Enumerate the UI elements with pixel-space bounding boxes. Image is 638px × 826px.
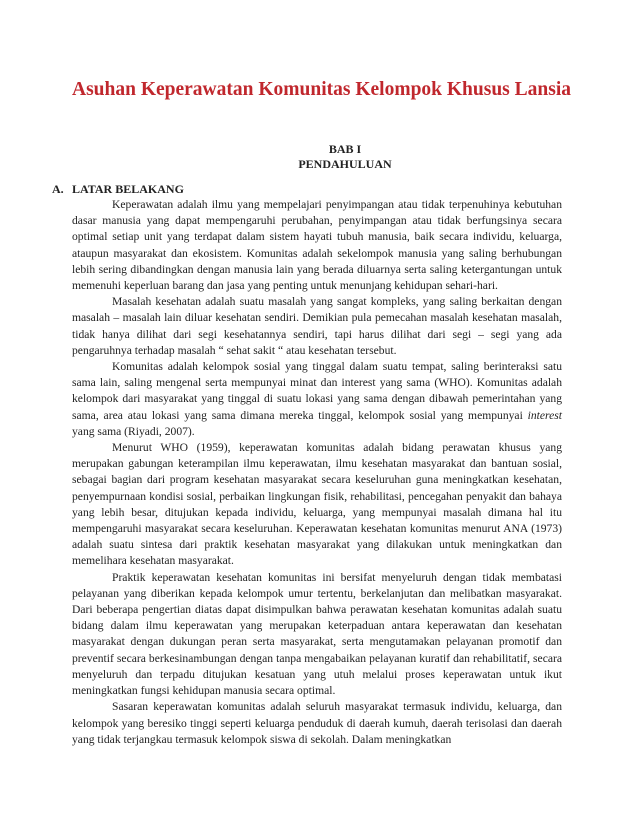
section-letter: A. — [52, 182, 64, 196]
paragraph-6: Sasaran keperawatan komunitas adalah seluruh masyarakat termasuk individu, keluarga, dan kelompok yang beresiko tinggi seperti keluarga penduduk di daerah kumuh, daerah terisolasi dan daerah yang tidak terjangkau termasuk kelompok siswa di sekolah. Dalam meningkatkan — [72, 700, 562, 746]
chapter-number: BAB I — [328, 142, 362, 156]
paragraph-5: Praktik keperawatan kesehatan komunitas ini bersifat menyeluruh dengan tidak membatasi pelayanan yang diberikan kepada kelompok umur tertentu, berkelanjutan dan melibatkan masyarakat. Dari beberapa pengertian diatas dapat disimpulkan bahwa perawatan kesehatan komunitas adalah suatu bidang dalam ilmu keperawatan yang merupakan keterpaduan antara keperawatan dan kesehatan masyarakat dengan dukungan peran serta masyarakat, serta mengutamakan pelayanan promotif dan preventif secara berkesinambungan dengan tanpa mengabaikan pelayanan kuratif dan rehabilitatif, secara menyeluruh dan terpadu ditujukan kesatuan yang utuh melalui proses keperawatan untuk ikut meningkatkan fungsi kehidupan manusia secara optimal. — [72, 570, 562, 698]
section-heading — [52, 181, 184, 197]
paragraph-3-italic-term: interest — [527, 408, 562, 422]
paragraph-3 — [72, 359, 562, 440]
section-title: LATAR BELAKANG — [72, 182, 184, 196]
paragraph-1: Keperawatan adalah ilmu yang mempelajari penyimpangan atau tidak terpenuhinya kebutuhan dasar manusia yang dapat mempengaruhi perubahan, penyimpangan atau tidak berfungsinya secara optimal setiap unit yang terdapat dalam sistem hayati tubuh manusia, baik secara individu, keluarga, ataupun masyarakat dan ekosistem. Komunitas adalah sekelompok manusia yang saling berhubungan lebih sering dibandingkan dengan manusia lain yang berada diluarnya serta saling ketergantungan untuk memenuhi keperluan barang dan jasa yang penting untuk menunjang kehidupan sehari-hari. — [72, 198, 562, 293]
chapter-title: PENDAHULUAN — [298, 157, 392, 171]
paragraph-2: Masalah kesehatan adalah suatu masalah yang sangat kompleks, yang saling berkaitan dengan masalah – masalah lain diluar kesehatan sendiri. Demikian pula pemecahan masalah kesehatan masalah, tidak hanya dilihat dari segi kesehatannya sendiri, tapi harus dilihat dari segi – segi yang ada pengaruhnya terhadap masalah “ sehat sakit “ atau kesehatan tersebut. — [72, 295, 562, 357]
document-body — [72, 197, 562, 748]
document-title: Asuhan Keperawatan Komunitas Kelompok Khusus Lansia — [72, 79, 571, 100]
paragraph-4: Menurut WHO (1959), keperawatan komunitas adalah bidang perawatan khusus yang merupakan gabungan keterampilan ilmu keperawatan, ilmu kesehatan masyarakat dan bantuan sosial, sebagai bagian dari program kesehatan masyarakat secara keseluruhan guna meningkatkan kesehatan, penyempurnaan kondisi sosial, perbaikan lingkungan fisik, rehabilitasi, pencegahan penyakit dan bahaya yang lebih besar, ditujukan kepada individu, keluarga, yang mempunyai masalah dimana hal itu mempengaruhi masyarakat secara keseluruhan. Keperawatan kesehatan komunitas menurut ANA (1973) adalah suatu sintesa dari praktik kesehatan masyarakat yang dilakukan untuk meningkatkan dan memelihara kesehatan masyarakat. — [72, 441, 562, 568]
paragraph-3-text-after: yang sama (Riyadi, 2007). — [72, 424, 195, 438]
paragraph-3-text-before: Komunitas adalah kelompok sosial yang tinggal dalam suatu tempat, saling berinteraksi satu sama lain, saling mengenal serta mempunyai minat dan interest yang sama (WHO). Komunitas adalah kelompok dari masyarakat yang tinggal di suatu lokasi yang sama dengan dibawah pemerintahan yang sama, area atau lokasi yang sama dimana mereka tinggal, kelompok sosial yang mempunyai — [72, 360, 562, 422]
